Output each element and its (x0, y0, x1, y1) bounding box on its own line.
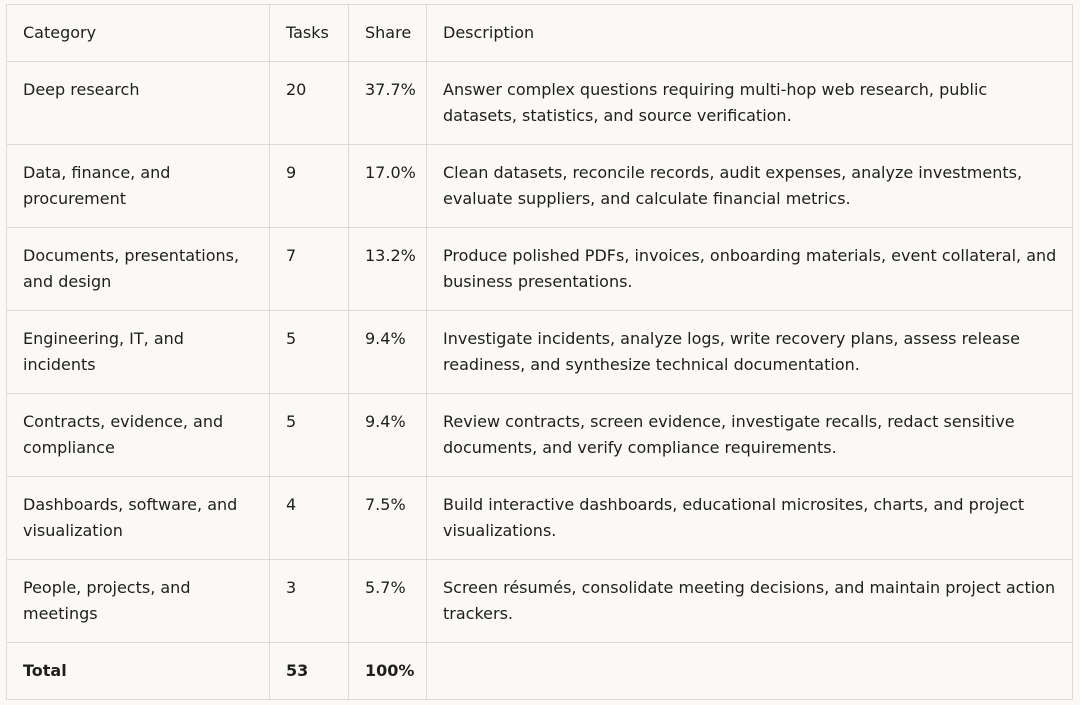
task-category-table (6, 4, 1073, 700)
row-description: Screen résumés, consolidate meeting decisions, and maintain project action trackers. (427, 560, 1073, 643)
row-description: Review contracts, screen evidence, investigate recalls, redact sensitive documents, and verify compliance requirements. (427, 394, 1073, 477)
total-tasks: 53 (270, 643, 349, 700)
row-share: 37.7% (349, 62, 427, 145)
row-category: Contracts, evidence, and compliance (7, 394, 270, 477)
row-description: Investigate incidents, analyze logs, write recovery plans, assess release readiness, and synthesize technical documentation. (427, 311, 1073, 394)
row-category: Data, finance, and procurement (7, 145, 270, 228)
row-category: Engineering, IT, and incidents (7, 311, 270, 394)
row-description: Produce polished PDFs, invoices, onboarding materials, event collateral, and business presentations. (427, 228, 1073, 311)
table-header (7, 5, 1073, 62)
row-tasks: 5 (270, 394, 349, 477)
table-row (7, 560, 1073, 643)
row-description: Build interactive dashboards, educational microsites, charts, and project visualizations. (427, 477, 1073, 560)
row-tasks: 3 (270, 560, 349, 643)
row-tasks: 7 (270, 228, 349, 311)
row-share: 9.4% (349, 394, 427, 477)
header-row (7, 5, 1073, 62)
header-share: Share (349, 5, 427, 62)
header-tasks: Tasks (270, 5, 349, 62)
table-row (7, 477, 1073, 560)
row-share: 5.7% (349, 560, 427, 643)
total-label: Total (7, 643, 270, 700)
table-row (7, 311, 1073, 394)
row-share: 9.4% (349, 311, 427, 394)
row-category: Dashboards, software, and visualization (7, 477, 270, 560)
row-category: People, projects, and meetings (7, 560, 270, 643)
row-description: Answer complex questions requiring multi-hop web research, public datasets, statistics, and source verification. (427, 62, 1073, 145)
table-row (7, 394, 1073, 477)
row-tasks: 9 (270, 145, 349, 228)
row-tasks: 5 (270, 311, 349, 394)
task-category-table-container (6, 4, 1072, 700)
table-body (7, 62, 1073, 700)
row-category: Deep research (7, 62, 270, 145)
table-row (7, 145, 1073, 228)
table-row (7, 228, 1073, 311)
header-category: Category (7, 5, 270, 62)
row-description: Clean datasets, reconcile records, audit expenses, analyze investments, evaluate suppliers, and calculate financial metrics. (427, 145, 1073, 228)
row-category: Documents, presentations, and design (7, 228, 270, 311)
total-row (7, 643, 1073, 700)
total-description (427, 643, 1073, 700)
row-share: 17.0% (349, 145, 427, 228)
row-tasks: 20 (270, 62, 349, 145)
row-share: 7.5% (349, 477, 427, 560)
row-share: 13.2% (349, 228, 427, 311)
total-share: 100% (349, 643, 427, 700)
row-tasks: 4 (270, 477, 349, 560)
header-description: Description (427, 5, 1073, 62)
table-row (7, 62, 1073, 145)
